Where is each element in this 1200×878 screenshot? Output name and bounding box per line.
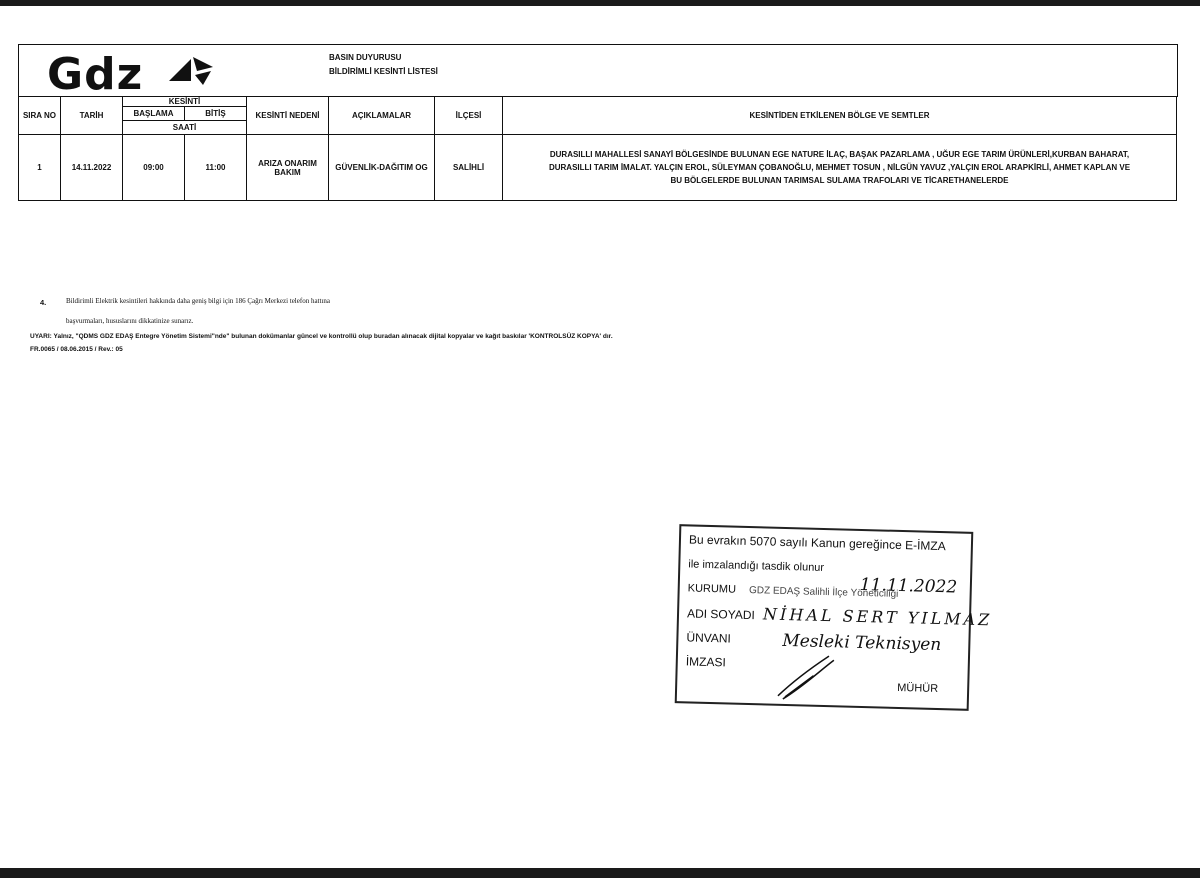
header-ilce: İLÇESİ bbox=[435, 97, 503, 135]
signature-scribble-icon bbox=[773, 651, 844, 703]
note-line-1: Bildirimli Elektrik kesintileri hakkında daha geniş bilgi için 186 Çağrı Merkezi telefon hattına bbox=[66, 297, 330, 305]
cell-baslama: 09:00 bbox=[123, 135, 185, 201]
bolge-line-3: BU BÖLGELERDE BULUNAN TARIMSAL SULAMA TRAFOLARI VE TİCARETHANELERDE bbox=[670, 176, 1009, 185]
form-code: FR.0065 / 08.06.2015 / Rev.: 05 bbox=[30, 346, 123, 353]
bolge-line-1: DURASILLI MAHALLESİ SANAYİ BÖLGESİNDE BULUNAN EGE NATURE İLAÇ, BAŞAK PAZARLAMA , UĞUR EGE TARIM ÜRÜNLERİ,KURBAN BAHARAT, bbox=[549, 150, 1130, 159]
stamp-line-2: ile imzalandığı tasdik olunur bbox=[688, 558, 825, 574]
header-bolge: KESİNTİDEN ETKİLENEN BÖLGE VE SEMTLER bbox=[503, 97, 1177, 135]
e-signature-stamp bbox=[675, 524, 993, 711]
top-border bbox=[0, 0, 1200, 6]
outage-table bbox=[18, 96, 1177, 201]
stamp-kurumu-value: GDZ EDAŞ Salihli İlçe Yöneticiliği bbox=[748, 585, 899, 600]
document-header bbox=[18, 44, 1178, 100]
cell-neden: ARIZA ONARIM BAKIM bbox=[247, 135, 329, 201]
warning-text: UYARI: Yalnız, "QDMS GDZ EDAŞ Entegre Yönetim Sistemi"nde" bulunan dokümanlar güncel ve kontrollü olup buradan alınacak dijital kopyalar ve kağıt baskılar 'KONTROLSÜZ KOPYA' dır. bbox=[30, 333, 613, 340]
cell-aciklama: GÜVENLİK-DAĞITIM OG bbox=[329, 135, 435, 201]
doc-title: BASIN DUYURUSU bbox=[329, 53, 402, 62]
header-bitis: BİTİŞ bbox=[185, 107, 247, 121]
header-neden: KESİNTİ NEDENİ bbox=[247, 97, 329, 135]
bolge-line-2: DURASILLI TARIM İMALAT. YALÇIN EROL, SÜLEYMAN ÇOBANOĞLU, MEHMET TOSUN , NİLGÜN YAVUZ ,YALÇIN EROL ARAPKİRLİ, AHMET KAPLAN VE bbox=[548, 163, 1131, 172]
company-logo: Gdz bbox=[47, 49, 144, 100]
stamp-line-4: ADI SOYADI bbox=[686, 606, 756, 623]
cell-sira: 1 bbox=[19, 135, 61, 201]
header-aciklama: AÇIKLAMALAR bbox=[329, 97, 435, 135]
header-kesinti: KESİNTİ bbox=[123, 97, 247, 107]
handwritten-date: 11.11.2022 bbox=[859, 574, 958, 598]
header-tarih: TARİH bbox=[61, 97, 123, 135]
cell-bolge bbox=[503, 135, 1177, 201]
handwritten-title: Mesleki Teknisyen bbox=[782, 630, 942, 656]
stamp-line-6: İMZASI bbox=[685, 654, 726, 670]
header-sira: SIRA NO bbox=[19, 97, 61, 135]
stamp-line-1: Bu evrakın 5070 sayılı Kanun gereğince E-İMZA bbox=[688, 532, 946, 554]
header-baslama: BAŞLAMA bbox=[123, 107, 185, 121]
cell-bitis: 11:00 bbox=[185, 135, 247, 201]
doc-subtitle: BİLDİRİMLİ KESİNTİ LİSTESİ bbox=[329, 67, 438, 76]
logo-triangles-icon bbox=[169, 53, 219, 93]
stamp-kurumu-label: KURUMU bbox=[687, 582, 737, 596]
note-line-2: başvurmaları, hususlarını dikkatinize sunarız. bbox=[66, 317, 194, 325]
note-number: 4. bbox=[40, 298, 47, 307]
cell-tarih: 14.11.2022 bbox=[61, 135, 123, 201]
header-saati: SAATİ bbox=[123, 121, 247, 135]
cell-ilce: SALİHLİ bbox=[435, 135, 503, 201]
handwritten-name: NİHAL SERT YILMAZ bbox=[762, 604, 993, 630]
bottom-border bbox=[0, 868, 1200, 878]
stamp-line-5: ÜNVANI bbox=[686, 630, 732, 646]
stamp-seal-label: MÜHÜR bbox=[897, 681, 939, 696]
table-row bbox=[19, 135, 1177, 201]
